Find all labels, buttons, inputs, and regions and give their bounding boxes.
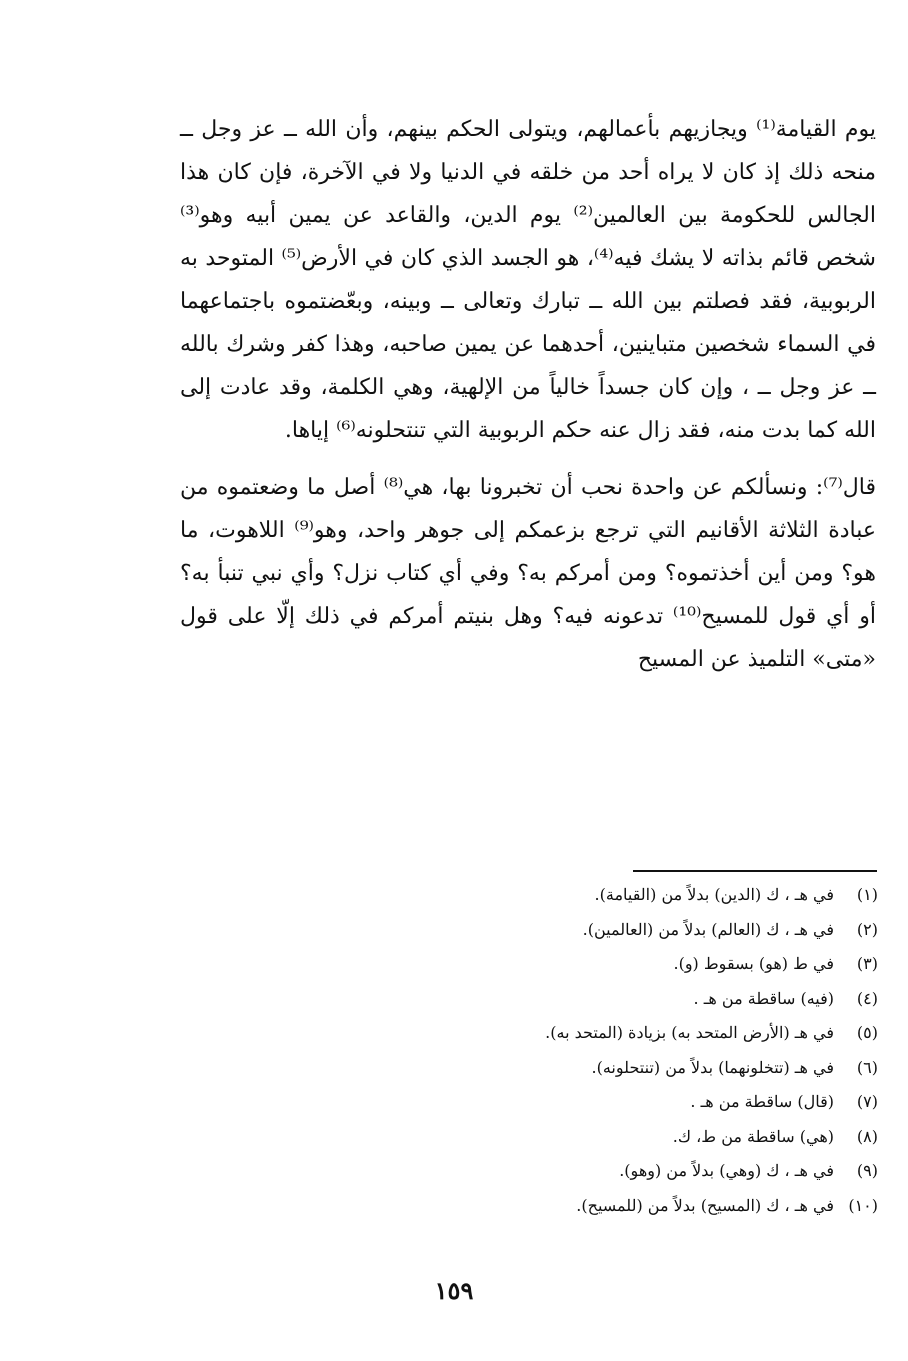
footnote-number: (٦) xyxy=(856,1057,878,1077)
footnote-text: في هـ ، ك (المسيح) بدلاً من (للمسيح). xyxy=(576,1195,834,1215)
footnote-number: (٧) xyxy=(856,1092,878,1111)
footnote-number: (٥) xyxy=(856,1023,878,1042)
footnote-text: في هـ (تتخلونهما) بدلاً من (تنتحلونه). xyxy=(591,1057,834,1077)
footnote-item xyxy=(330,1154,878,1189)
footnote-text: في هـ ، ك (الدين) بدلاً من (القيامة). xyxy=(594,885,834,904)
footnote-text: في هـ ، ك (العالم) بدلاً من (العالمين). xyxy=(582,919,834,939)
footnote-item xyxy=(330,1189,878,1224)
paragraph-2: قال⁽⁷⁾: ونسألكم عن واحدة نحب أن تخبرونا بها، هي⁽⁸⁾ أصل ما وضعتموه من عبادة الثلاثة الأقانيم التي ترجع بزعمكم إلى جوهر واحد، وهو⁽⁹⁾ اللاهوت، ما هو؟ ومن أين أخذتموه؟ ومن أمركم به؟ وفي أي كتاب نزل؟ وأي نبي تنبأ به؟ أو أي قول للمسيح⁽¹⁰⁾ تدعونه فيه؟ وهل بنيتم أمركم في ذلك إلّا على قول «متى» التلميذ عن المسيح xyxy=(180,475,876,672)
footnote-number: (٤) xyxy=(856,988,878,1008)
footnote-item xyxy=(330,1120,878,1155)
footnote-text: (قال) ساقطة من هـ . xyxy=(690,1092,834,1111)
footnote-item xyxy=(330,913,878,948)
footnote-number: (٨) xyxy=(856,1126,878,1146)
footnote-text: في ط (هو) بسقوط (و). xyxy=(673,954,834,973)
paragraph-1: يوم القيامة⁽¹⁾ ويجازيهم بأعمالهم، ويتولى الحكم بينهم، وأن الله ــ عز وجل ــ منحه ذلك إذ كان لا يراه أحد من خلقه في الدنيا ولا في الآخرة، فإن كان هذا الجالس للحكومة بين العالمين⁽²⁾ يوم الدين، والقاعد عن يمين أبيه وهو⁽³⁾ شخص قائم بذاته لا يشك فيه⁽⁴⁾، هو الجسد الذي كان في الأرض⁽⁵⁾ المتوحد به الربوبية، فقد فصلتم بين الله ــ تبارك وتعالى ــ وبينه، وبعّضتموه باجتماعهما في السماء شخصين متباينين، أحدهما عن يمين صاحبه، وهذا كفر وشرك بالله ــ عز وجل ــ ، وإن كان جسداً خالياً من الإلهية، وهي الكلمة، وقد عادت إلى الله كما بدت منه، فقد زال عنه حكم الربوبية التي تنتحلونه⁽⁶⁾ إياها. xyxy=(180,117,876,443)
footnote-item xyxy=(330,1016,878,1051)
footnote-number: (١) xyxy=(856,885,878,904)
footnote-divider xyxy=(633,870,877,872)
footnote-number: (٣) xyxy=(856,954,878,973)
footnote-number: (٩) xyxy=(856,1161,878,1180)
footnote-item xyxy=(330,1085,878,1120)
footnote-number: (١٠) xyxy=(848,1195,878,1215)
footnote-text: في هـ (الأرض المتحد به) بزيادة (المتحد به). xyxy=(545,1023,834,1042)
footnote-text: (هي) ساقطة من ط، ك. xyxy=(672,1126,834,1146)
footnote-number: (٢) xyxy=(856,919,878,939)
footnote-text: في هـ ، ك (وهي) بدلاً من (وهو). xyxy=(619,1161,834,1180)
footnotes-list xyxy=(330,878,878,1223)
footnote-item xyxy=(330,878,878,913)
footnote-item xyxy=(330,1051,878,1086)
page-number: ١٥٩ xyxy=(434,1276,474,1305)
footnote-text: (فيه) ساقطة من هـ . xyxy=(693,988,834,1008)
footnote-item xyxy=(330,982,878,1017)
main-text xyxy=(180,108,876,681)
footnote-item xyxy=(330,947,878,982)
